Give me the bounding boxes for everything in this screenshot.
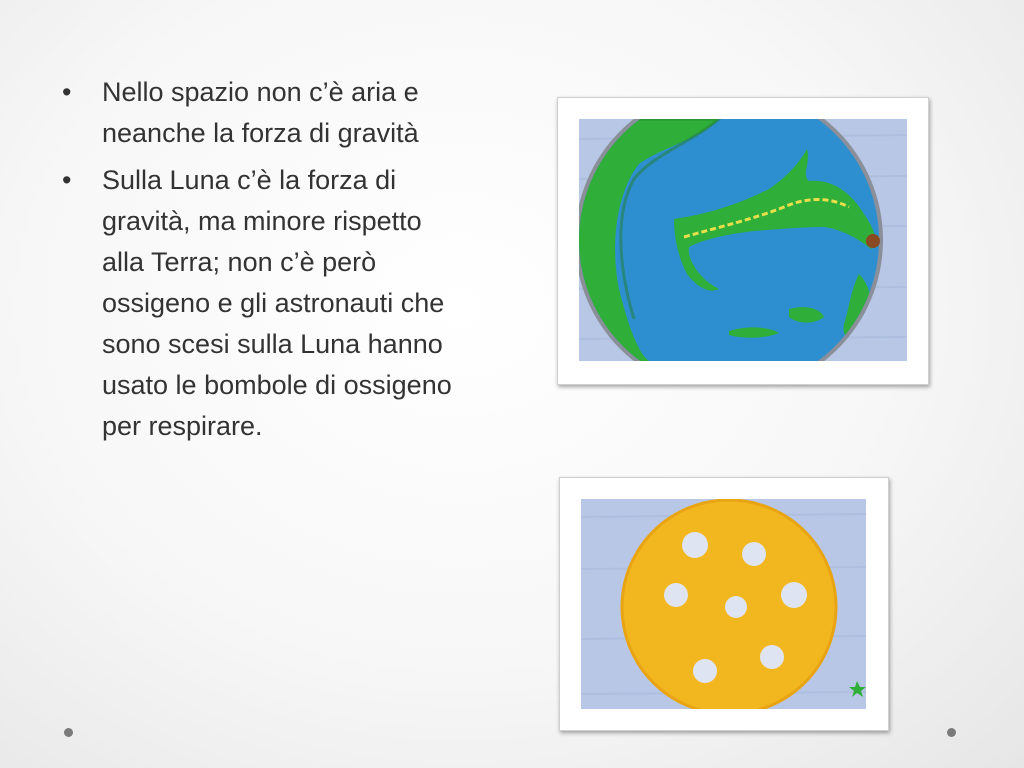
bullet-list [62, 72, 452, 453]
bullet-item [62, 160, 452, 447]
bullet-dot: • [62, 77, 72, 107]
bullet-dot: • [62, 165, 72, 195]
crater [725, 596, 747, 618]
crater [760, 645, 784, 669]
corner-dot-left [64, 728, 73, 737]
moon-drawing-photo [559, 477, 889, 731]
bullet-text: Nello spazio non c’è aria e neanche la forza di gravità [102, 77, 419, 148]
crater [693, 659, 717, 683]
crater [781, 582, 807, 608]
crater [664, 583, 688, 607]
brown-dot [866, 234, 880, 248]
crater [742, 542, 766, 566]
crater [682, 532, 708, 558]
bullet-text: Sulla Luna c’è la forza di gravità, ma minore rispetto alla Terra; non c’è però ossigeno e gli astronauti che sono scesi sulla Luna hanno usato le bombole di ossigeno per respirare. [102, 165, 452, 441]
corner-dot-right [947, 728, 956, 737]
moon-drawing [581, 499, 866, 709]
earth-drawing-photo [557, 97, 929, 385]
bullet-item [62, 72, 452, 154]
earth-drawing [579, 119, 907, 361]
